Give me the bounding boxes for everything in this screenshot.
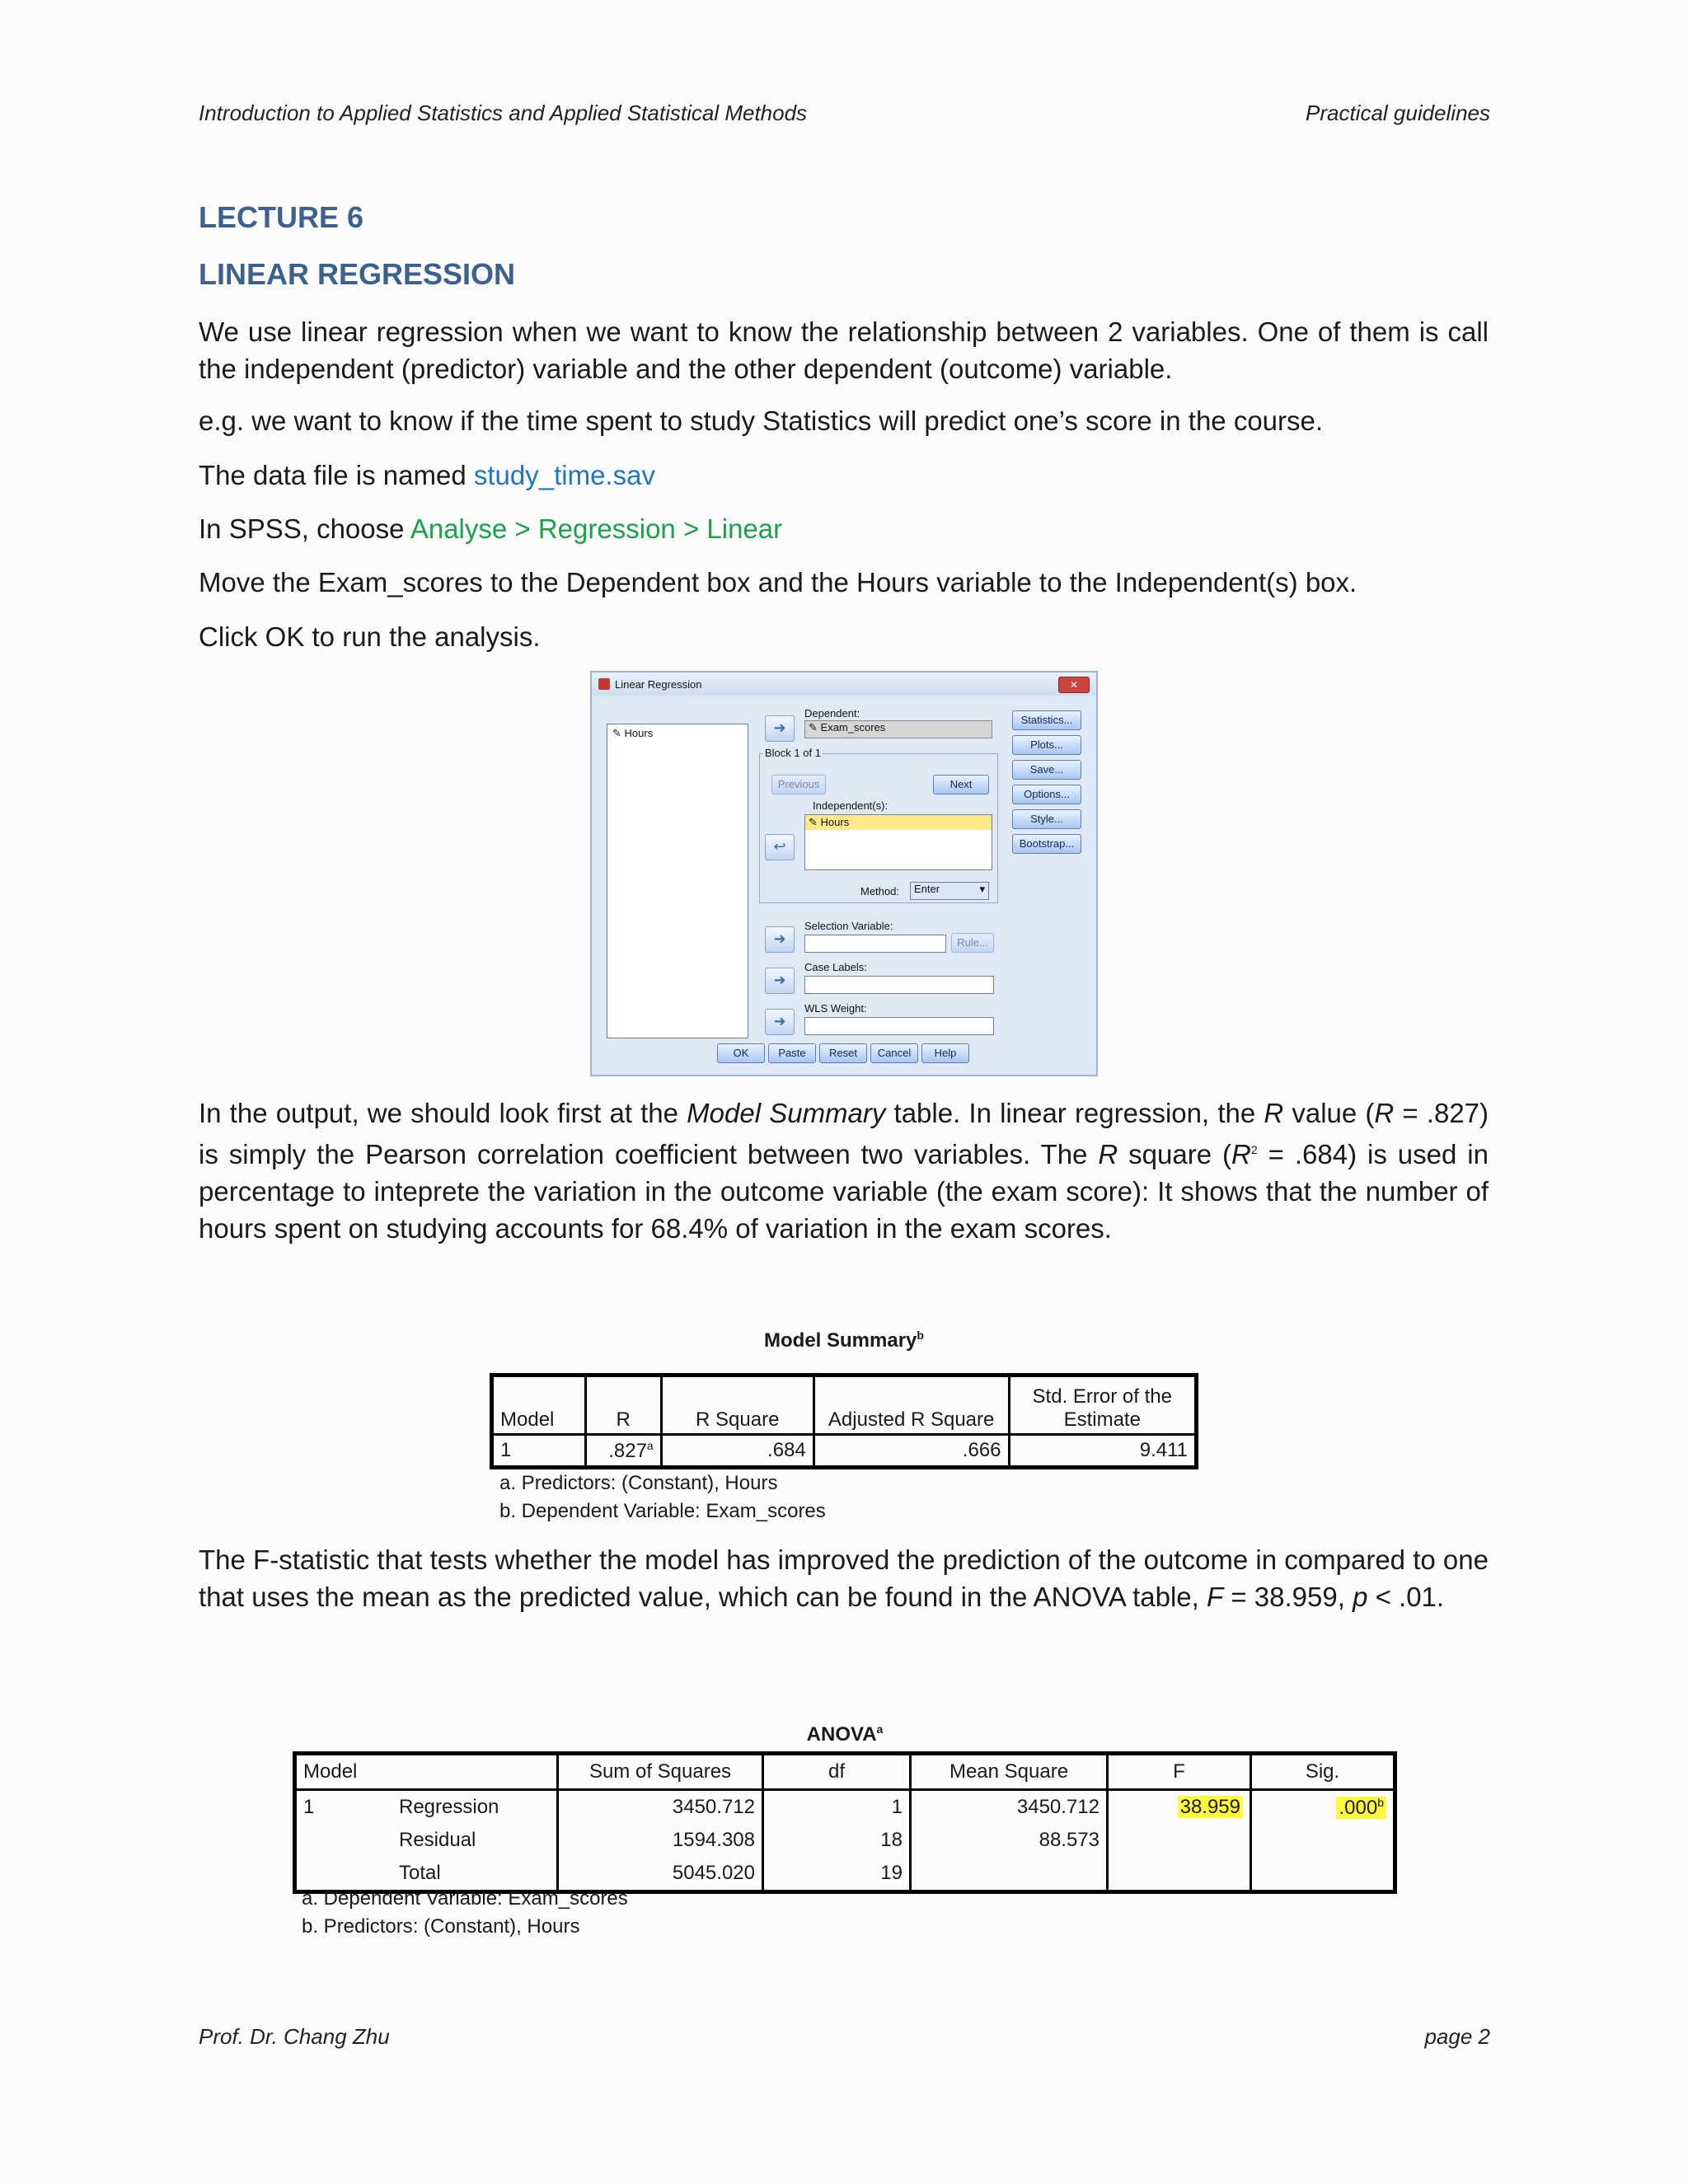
block-label: Block 1 of 1 xyxy=(765,747,821,759)
anova-title: ANOVA$^a$ xyxy=(806,1722,884,1746)
ms-r-value: .827$^a$ xyxy=(585,1435,661,1468)
f-statistic-paragraph: The F-statistic that tests whether the model has improved the prediction of the outcome in compared to one that uses the mean as the predicted value, which can be found in the ANOVA table, F = 38.959, p < .01. xyxy=(199,1544,1489,1612)
menu-path: Analyse > Regression > Linear xyxy=(410,513,783,544)
anova-table xyxy=(293,1751,1397,1894)
cancel-button[interactable]: Cancel xyxy=(870,1043,918,1063)
running-header-left: Introduction to Applied Statistics and Applied Statistical Methods xyxy=(199,101,808,125)
footer-author: Prof. Dr. Chang Zhu xyxy=(199,2024,390,2049)
dialog-close-button[interactable]: ✕ xyxy=(1058,677,1090,693)
independent-label: Independent(s): xyxy=(813,799,889,812)
model-summary-title: Model Summary$^b$ xyxy=(764,1329,924,1352)
move-to-selection-button[interactable]: ➜ xyxy=(765,926,795,953)
table-row: Total 5045.020 19 xyxy=(295,1857,1395,1892)
pencil-icon: ✎ xyxy=(809,721,818,733)
table-row: 1 Regression 3450.712 1 3450.712 38.959 .000$^b$ xyxy=(295,1790,1395,1825)
move-to-independent-button[interactable]: ↩ xyxy=(765,834,795,860)
dependent-label: Dependent: xyxy=(804,707,860,719)
footer-page-number: page 2 xyxy=(1424,2024,1490,2049)
anova-header-df: df xyxy=(763,1754,911,1790)
previous-button[interactable]: Previous xyxy=(771,775,826,794)
style-button[interactable]: Style... xyxy=(1012,809,1081,829)
ms-footnote-a: a. Predictors: (Constant), Hours xyxy=(499,1472,778,1494)
move-to-case-labels-button[interactable]: ➜ xyxy=(765,968,795,994)
options-button[interactable]: Options... xyxy=(1012,785,1081,804)
data-file-paragraph: The data file is named study_time.sav xyxy=(199,460,655,490)
pencil-icon: ✎ xyxy=(809,816,818,828)
wls-weight-label: WLS Weight: xyxy=(804,1002,867,1015)
case-labels-field[interactable] xyxy=(804,976,994,994)
ok-button[interactable]: OK xyxy=(717,1043,765,1063)
source-variable-item[interactable]: ✎ Hours xyxy=(612,727,654,739)
chevron-down-icon: ▾ xyxy=(979,883,985,895)
linear-regression-dialog xyxy=(590,671,1098,1076)
intro-paragraph: We use linear regression when we want to know the relationship between 2 variables. One of them is call the independent (predictor) variable and the other dependent (outcome) variable. xyxy=(199,316,1489,384)
dependent-field[interactable]: ✎ Exam_scores xyxy=(804,720,992,738)
ms-header-adj-r-square: Adjusted R Square xyxy=(814,1376,1009,1435)
paste-button[interactable]: Paste xyxy=(768,1043,816,1063)
model-summary-table xyxy=(490,1373,1198,1469)
topic-heading: LINEAR REGRESSION xyxy=(199,257,516,291)
anova-header-ss: Sum of Squares xyxy=(558,1754,763,1790)
independent-list[interactable] xyxy=(804,814,992,870)
lecture-heading: LECTURE 6 xyxy=(199,200,364,234)
spss-menu-paragraph: In SPSS, choose Analyse > Regression > Linear xyxy=(199,513,783,544)
ms-footnote-b: b. Dependent Variable: Exam_scores xyxy=(499,1500,826,1522)
anova-sig-value: .000$^b$ xyxy=(1251,1790,1395,1825)
statistics-button[interactable]: Statistics... xyxy=(1012,710,1081,730)
help-button[interactable]: Help xyxy=(921,1043,969,1063)
source-variable-list[interactable] xyxy=(607,724,748,1038)
anova-footnote-b: b. Predictors: (Constant), Hours xyxy=(302,1915,580,1938)
reset-button[interactable]: Reset xyxy=(819,1043,867,1063)
move-to-wls-weight-button[interactable]: ➜ xyxy=(765,1009,795,1035)
anova-footnote-a: a. Dependent Variable: Exam_scores xyxy=(302,1887,628,1910)
wls-weight-field[interactable] xyxy=(804,1017,994,1035)
case-labels-label: Case Labels: xyxy=(804,961,867,973)
table-row: Residual 1594.308 18 88.573 xyxy=(295,1824,1395,1857)
dialog-title: Linear Regression xyxy=(615,677,702,691)
dialog-titlebar xyxy=(592,673,1096,696)
example-paragraph: e.g. we want to know if the time spent to study Statistics will predict one’s score in the course. xyxy=(199,405,1324,436)
click-ok-paragraph: Click OK to run the analysis. xyxy=(199,621,541,652)
method-select[interactable]: Enter ▾ xyxy=(910,882,989,900)
move-to-dependent-button[interactable]: ➜ xyxy=(765,715,795,742)
save-button[interactable]: Save... xyxy=(1012,760,1081,780)
running-header-right: Practical guidelines xyxy=(1305,101,1490,125)
pencil-icon: ✎ xyxy=(612,727,621,739)
bootstrap-button[interactable]: Bootstrap... xyxy=(1012,834,1081,854)
anova-header-model: Model xyxy=(295,1754,558,1790)
independent-item[interactable]: ✎ Hours xyxy=(805,815,992,830)
anova-header-ms: Mean Square xyxy=(911,1754,1108,1790)
ms-header-r: R xyxy=(585,1376,661,1435)
anova-f-value: 38.959 xyxy=(1108,1790,1251,1825)
next-button[interactable]: Next xyxy=(933,775,989,794)
ms-header-std-error: Std. Error of the Estimate xyxy=(1009,1376,1196,1435)
ms-header-model: Model xyxy=(500,1408,555,1431)
model-summary-paragraph: In the output, we should look first at the Model Summary table. In linear regression, the R value (R = .827) is simply the Pearson correlation coefficient between two variables. The R square $(R^2 = .684)$ is used in percentage to inteprete the variation in the outcome variable (the exam score): It shows that the number of hours spent on studying accounts for 68.4% of variation in the exam scores. xyxy=(199,1098,1489,1244)
plots-button[interactable]: Plots... xyxy=(1012,735,1081,755)
spss-app-icon xyxy=(598,678,610,690)
table-row: 1 .827$^a$ .684 .666 9.411 xyxy=(492,1435,1197,1468)
ms-header-r-square: R Square xyxy=(661,1376,814,1435)
anova-header-f: F xyxy=(1108,1754,1251,1790)
anova-header-sig: Sig. xyxy=(1251,1754,1395,1790)
rule-button[interactable]: Rule... xyxy=(951,933,994,953)
method-label: Method: xyxy=(860,885,899,898)
move-variables-paragraph: Move the Exam_scores to the Dependent box and the Hours variable to the Independent(s) box. xyxy=(199,567,1357,598)
selection-variable-label: Selection Variable: xyxy=(804,920,893,932)
selection-variable-field[interactable] xyxy=(804,935,946,953)
data-file-name: study_time.sav xyxy=(473,460,655,490)
